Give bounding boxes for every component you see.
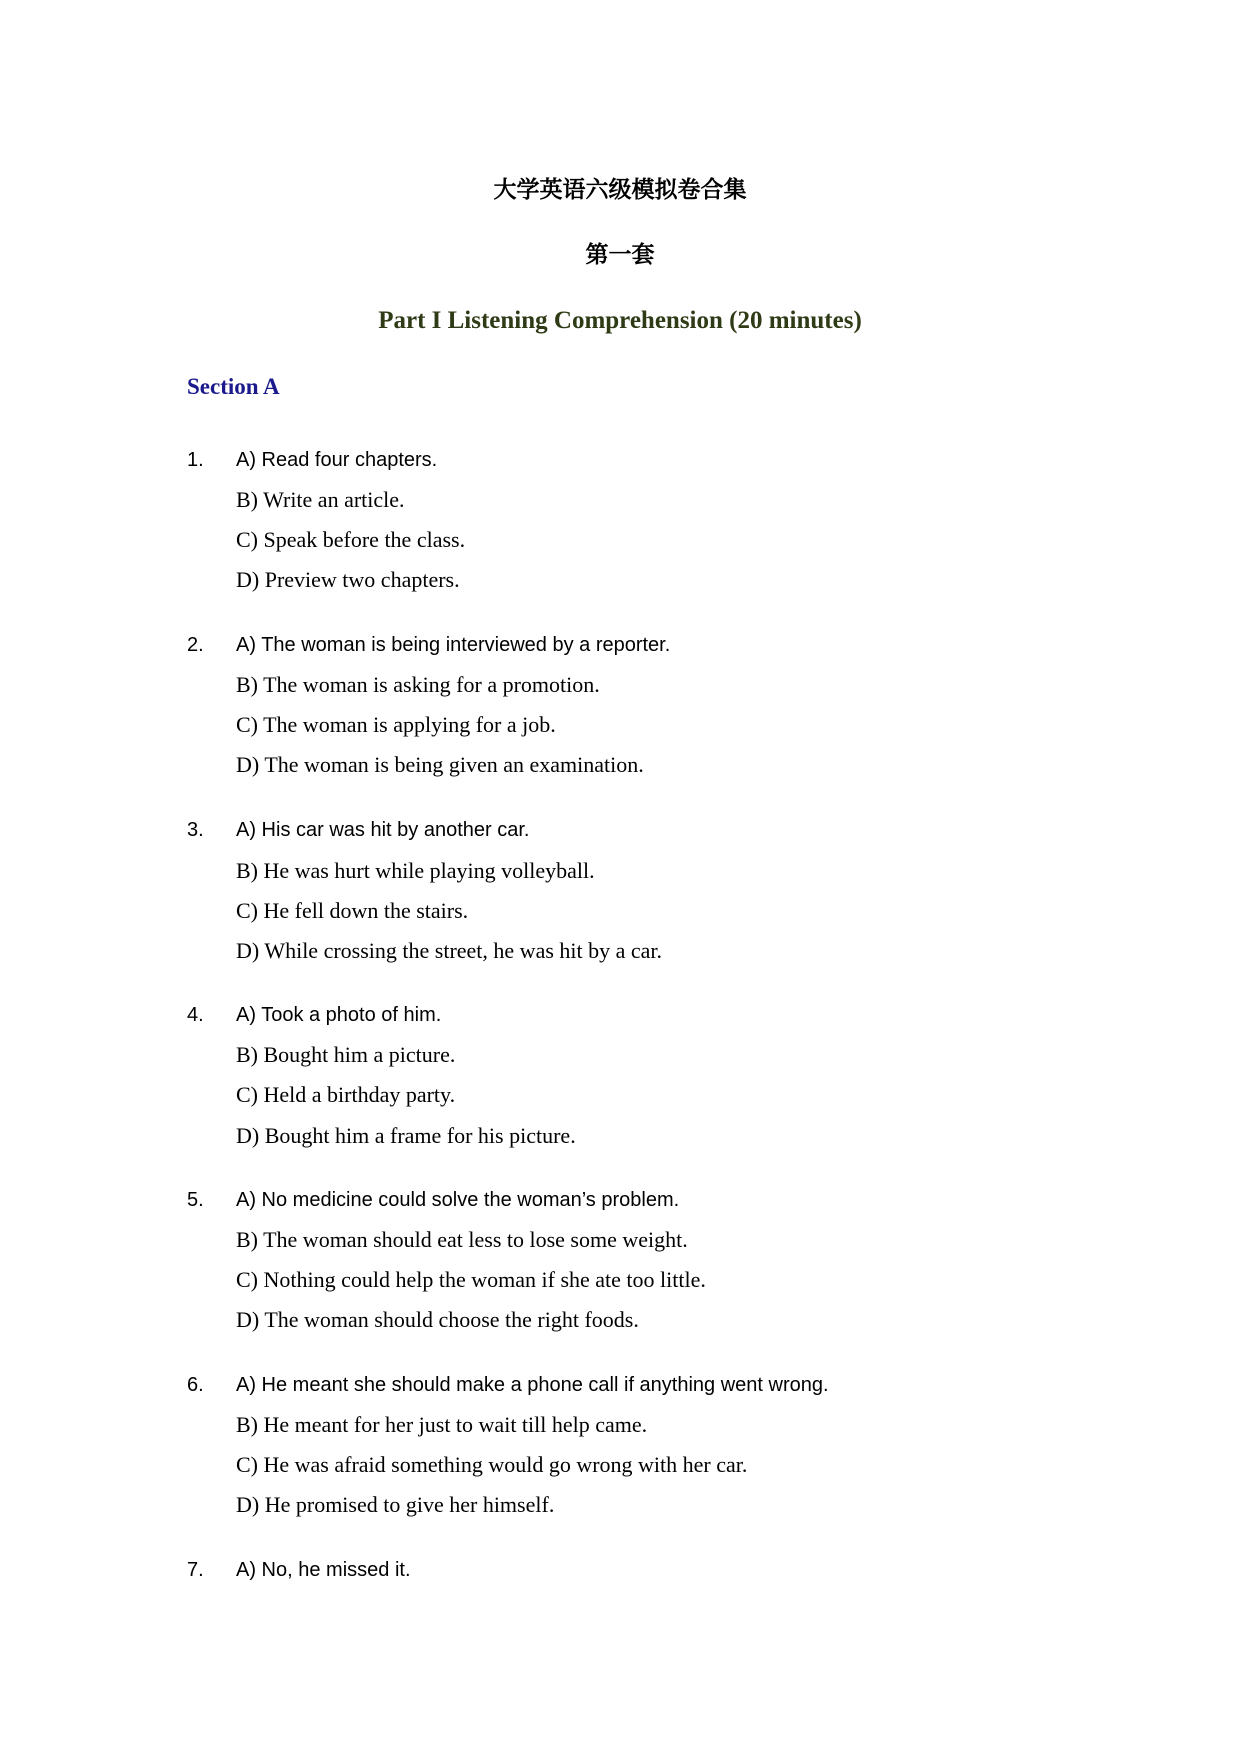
question-number: 2.	[187, 634, 204, 656]
option-b: B) The woman is asking for a promotion.	[236, 672, 600, 697]
option-c: C) Speak before the class.	[236, 527, 466, 552]
section-title: Section A	[187, 374, 280, 399]
option-c: C) The woman is applying for a job.	[236, 712, 556, 737]
option-b: B) He was hurt while playing volleyball.	[236, 858, 595, 883]
question-number: 4.	[187, 1004, 204, 1026]
option-a: A) No medicine could solve the woman’s problem.	[236, 1189, 680, 1211]
option-a: A) Took a photo of him.	[236, 1004, 442, 1026]
option-c: C) Nothing could help the woman if she ate too little.	[236, 1267, 706, 1292]
option-a: A) He meant she should make a phone call if anything went wrong.	[236, 1374, 829, 1396]
option-c: C) Held a birthday party.	[236, 1082, 456, 1107]
option-a: A) The woman is being interviewed by a reporter.	[236, 634, 671, 656]
option-a: A) No, he missed it.	[236, 1559, 411, 1581]
option-c: C) He fell down the stairs.	[236, 898, 469, 923]
option-b: B) Write an article.	[236, 487, 405, 512]
option-d: D) He promised to give her himself.	[236, 1492, 555, 1517]
option-d: D) Bought him a frame for his picture.	[236, 1123, 576, 1148]
option-b: B) The woman should eat less to lose some weight.	[236, 1227, 688, 1252]
option-c: C) He was afraid something would go wrong with her car.	[236, 1452, 748, 1477]
question-number: 5.	[187, 1189, 204, 1211]
option-b: B) Bought him a picture.	[236, 1042, 456, 1067]
option-d: D) The woman should choose the right foods.	[236, 1307, 639, 1332]
option-d: D) Preview two chapters.	[236, 567, 460, 592]
option-d: D) While crossing the street, he was hit by a car.	[236, 938, 663, 963]
question-number: 3.	[187, 819, 204, 841]
option-a: A) Read four chapters.	[236, 449, 438, 471]
option-a: A) His car was hit by another car.	[236, 819, 530, 841]
option-b: B) He meant for her just to wait till help came.	[236, 1412, 648, 1437]
set-title: 第一套	[585, 242, 655, 268]
question-number: 1.	[187, 449, 204, 471]
part-title: Part I Listening Comprehension (20 minutes)	[378, 307, 862, 334]
document-title: 大学英语六级模拟卷合集	[493, 177, 747, 203]
question-number: 7.	[187, 1559, 204, 1581]
option-d: D) The woman is being given an examination.	[236, 752, 644, 777]
question-number: 6.	[187, 1374, 204, 1396]
